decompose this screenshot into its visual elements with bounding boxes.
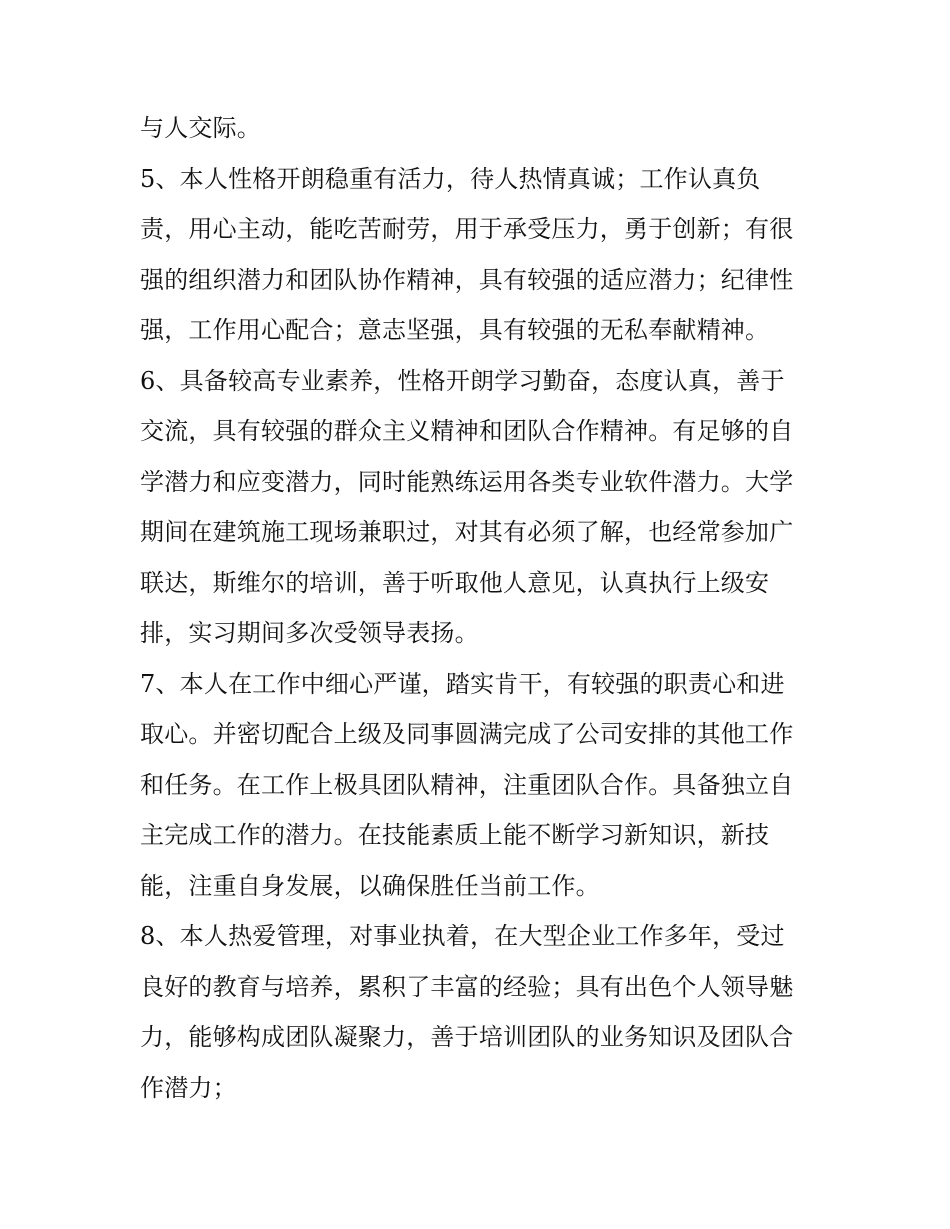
- text-line: 联达，斯维尔的培训，善于听取他人意见，认真执行上级安: [140, 568, 770, 597]
- text-line: 主完成工作的潜力。在技能素质上能不断学习新知识，新技: [140, 821, 770, 849]
- text-line: 强，工作用心配合；意志坚强，具有较强的无私奉献精神。: [140, 316, 770, 344]
- text-line: 力，能够构成团队凝聚力，善于培训团队的业务知识及团队合: [140, 1023, 794, 1051]
- document-body: [140, 103, 820, 1113]
- text-line: 良好的教育与培养，累积了丰富的经验；具有出色个人领导魅: [140, 972, 794, 1001]
- text-line: 强的组织潜力和团队协作精神，具有较强的适应潜力；纪律性: [140, 265, 794, 294]
- text-line: 作潜力；: [140, 1073, 237, 1102]
- text-line: 5、本人性格开朗稳重有活力，待人热情真诚；工作认真负: [140, 164, 761, 193]
- text-line: 和任务。在工作上极具团队精神，注重团队合作。具备独立自: [140, 770, 794, 799]
- text-line: 能，注重自身发展，以确保胜任当前工作。: [140, 871, 600, 900]
- text-line: 期间在建筑施工现场兼职过，对其有必须了解，也经常参加广: [140, 518, 794, 546]
- text-line: 责，用心主动，能吃苦耐劳，用于承受压力，勇于创新；有很: [140, 215, 794, 243]
- text-line: 取心。并密切配合上级及同事圆满完成了公司安排的其他工作: [140, 720, 794, 748]
- text-line: 6、具备较高专业素养，性格开朗学习勤奋，态度认真，善于: [140, 366, 785, 395]
- text-line: 交流，具有较强的群众主义精神和团队合作精神。有足够的自: [140, 417, 794, 445]
- text-line: 学潜力和应变潜力，同时能熟练运用各类专业软件潜力。大学: [140, 467, 794, 496]
- text-line: 排，实习期间多次受领导表扬。: [140, 619, 479, 647]
- text-line: 与人交际。: [140, 114, 261, 142]
- text-line: 7、本人在工作中细心严谨，踏实肯干，有较强的职责心和进: [140, 669, 785, 698]
- text-line: 8、本人热爱管理，对事业执着，在大型企业工作多年，受过: [140, 922, 785, 950]
